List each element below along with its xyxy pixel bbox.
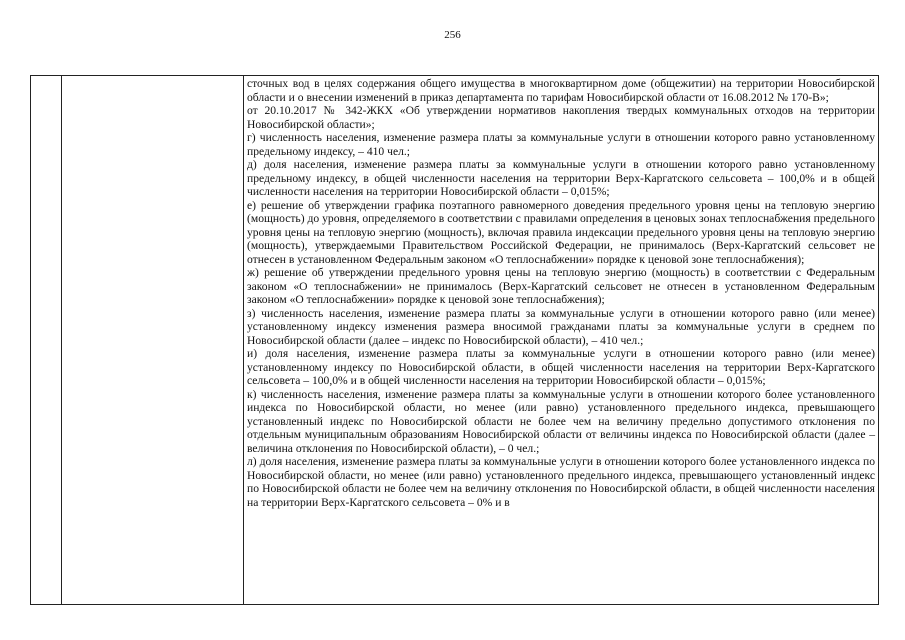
table-cell-text [244, 76, 879, 605]
paragraph: к) численность населения, изменение размера платы за коммунальные услуги в отношении которого более установленного индекса по Новосибирской области, но менее (или равно) установленного предельного индекса, превышающего установленный индекс по Новосибирской области не более чем на величину предельно допустимого отклонения по отдельным муниципальным образованиям Новосибирской области от величины индекса по Новосибирской области (далее – величина отклонения по Новосибирской области), – 0 чел.; [247, 387, 875, 455]
page-number: 256 [444, 29, 461, 41]
paragraph: з) численность населения, изменение размера платы за коммунальные услуги в отношении которого равно (или менее) установленному индексу изменения размера вносимой гражданами платы за коммунальные услуги в среднем по Новосибирской области (далее – индекс по Новосибирской области), – 410 чел.; [247, 306, 875, 347]
table-cell-number [31, 76, 62, 605]
table-row [31, 76, 879, 605]
table-cell-description [62, 76, 244, 605]
paragraph: л) доля населения, изменение размера платы за коммунальные услуги в отношении которого более установленного индекса по Новосибирской области, но менее (или равно) установленного предельного индекса, превышающего установленный индекс по Новосибирской области не более чем на величину отклонения по Новосибирской области, в общей численности населения на территории Верх-Каргатского сельсовета – 0% и в [247, 455, 875, 509]
paragraph: е) решение об утверждении графика поэтапного равномерного доведения предельного уровня цены на тепловую энергию (мощность) до уровня, определяемого в соответствии с правилами определения в ценовых зонах теплоснабжения предельного уровня цены на тепловую энергию (мощность), включая правила индексации предельного уровня цены на тепловую энергию (мощность), утверждаемыми Правительством Российской Федерации, не принималось (Верх-Каргатский сельсовет не отнесен в установленном Федеральным законом «О теплоснабжении» порядке к ценовой зоне теплоснабжения); [247, 198, 875, 266]
document-table [30, 75, 879, 605]
paragraph: ж) решение об утверждении предельного уровня цены на тепловую энергию (мощность) в соответствии с Федеральным законом «О теплоснабжении» не принималось (Верх-Каргатский сельсовет не отнесен в установленном Федеральным законом «О теплоснабжении» порядке к ценовой зоне теплоснабжения); [247, 266, 875, 306]
paragraph: д) доля населения, изменение размера платы за коммунальные услуги в отношении которого равно установленному предельному индексу, в общей численности населения на территории Верх-Каргатского сельсовета – 100,0% и в общей численности населения на территории Новосибирской области – 0,015%; [247, 158, 875, 198]
paragraph: сточных вод в целях содержания общего имущества в многоквартирном доме (общежитии) на территории Новосибирской области и о внесении изменений в приказ департамента по тарифам Новосибирской области от 16.08.2012 № 170-В»; [247, 77, 875, 104]
paragraph: и) доля населения, изменение размера платы за коммунальные услуги в отношении которого равно (или менее) установленному индексу по Новосибирской области, в общей численности населения на территории Верх-Каргатского сельсовета – 100,0% и в общей численности населения на территории Новосибирской области – 0,015%; [247, 347, 875, 387]
paragraph: от 20.10.2017 № 342-ЖКХ «Об утверждении нормативов накопления твердых коммунальных отходов на территории Новосибирской области»; [247, 104, 875, 131]
paragraph: г) численность населения, изменение размера платы за коммунальные услуги в отношении которого равно установленному предельному индексу, – 410 чел.; [247, 131, 875, 158]
